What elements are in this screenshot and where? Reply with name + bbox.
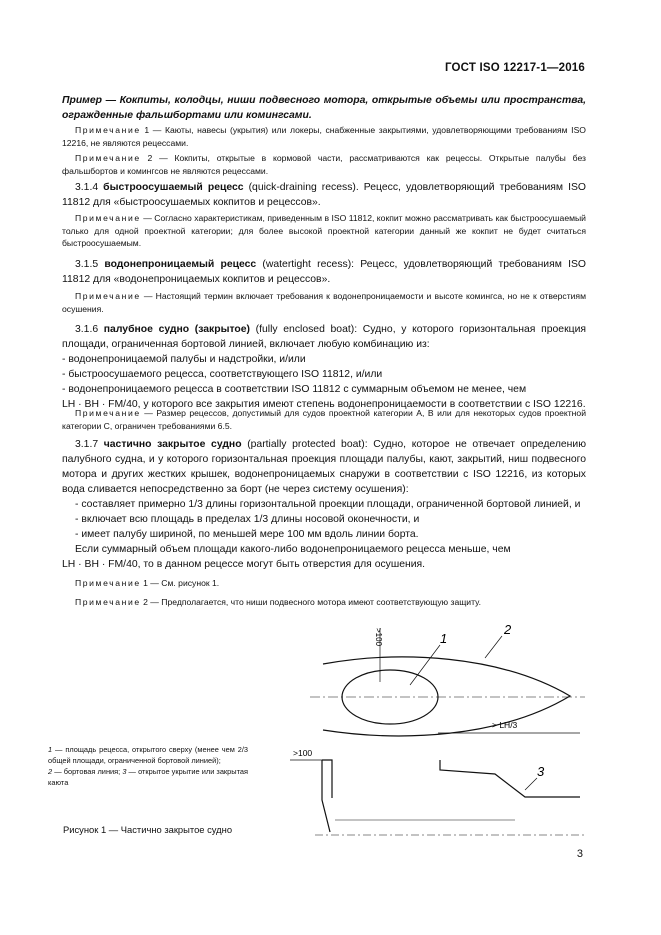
list-item: - водонепроницаемой палубы и надстройки, и/или bbox=[62, 354, 306, 365]
list-item: - составляет примерно 1/3 длины горизонтальной проекции площади, ограниченной бортовой линией, и bbox=[75, 499, 581, 510]
figure-label-1: 1 bbox=[440, 631, 448, 646]
legend-number: 2 bbox=[48, 767, 53, 776]
clause-number: 3.1.5 bbox=[75, 259, 105, 270]
page-number: 3 bbox=[576, 848, 583, 860]
dimension-side-label: >100 bbox=[293, 748, 313, 758]
note-text: 2 — Предполагается, что ниши подвесного мотора имеют соответствующую защиту. bbox=[140, 597, 481, 607]
clause-number: 3.1.4 bbox=[75, 182, 104, 193]
note-label: Примечание bbox=[75, 408, 141, 418]
formula-line: LH · BH · FM/40, то в данном рецессе могут быть отверстия для осушения. bbox=[62, 559, 426, 570]
clause-text: (fully enclosed boat): Судно, у которого горизонтальная проекция площади, ограниченная бортовой линией, включает любую комбинацию из: bbox=[62, 324, 586, 350]
note-text: — Настоящий термин включает требования к водонепроницаемости и высоте комингса, но не к отверстиям осушения. bbox=[62, 291, 586, 314]
clause-text: (watertight recess): Рецесс, удовлетворяющий требованиям ISO 11812 для «водонепроницаемых кокпитов и рецессов». bbox=[62, 259, 586, 285]
hull-section-step bbox=[322, 760, 332, 798]
list-item: - быстроосушаемого рецесса, соответствующего ISO 11812, и/или bbox=[62, 369, 383, 380]
note-label: Примечание bbox=[75, 578, 141, 588]
note-label: Примечание bbox=[75, 291, 141, 301]
example-definition: Пример — Кокпиты, колодцы, ниши подвесного мотора, открытые объемы или пространства, огражденные фальшбортами или комингсами. bbox=[62, 95, 586, 121]
clause-text: (partially protected boat): Судно, которое не отвечает определению палубного судна, и у которого горизонтальная проекция площади палубы, кают, закрытий, ниш подвесного мотора и других жестких крышек, водонепроницаемых снаружи в соответствии с ISO 12216, из которых вода сливается непосредственно за борт (не через систему осушения): bbox=[62, 439, 587, 495]
figure-label-2: 2 bbox=[504, 622, 512, 637]
clause-term: палубное судно (закрытое) bbox=[103, 324, 250, 335]
note-text: — Размер рецессов, допустимый для судов проектной категории A, B или для некоторых судов проектной категории C, ограничен требованиями 6.5. bbox=[62, 408, 586, 431]
figure-caption: Рисунок 1 — Частично закрытое судно bbox=[63, 824, 233, 835]
note-text: — Согласно характеристикам, приведенным в ISO 11812, кокпит можно рассматривать как быстроосушаемый только для одной проектной категории; для более высокой проектной категории данный же кокпит не будет считаться быстроосушаемым. bbox=[62, 213, 586, 248]
list-item: - включает всю площадь в пределах 1/3 длины носовой оконечности, и bbox=[75, 514, 420, 525]
document-header: ГОСТ ISO 12217-1—2016 bbox=[444, 62, 585, 74]
legend-text: площадь рецесса, открытого сверху (менее чем 2/3 общей площади, ограниченной бортовой линией); bbox=[48, 745, 249, 765]
clause-term: частично закрытое судно bbox=[103, 439, 242, 450]
note-text: 1 — Каюты, навесы (укрытия) или локеры, снабженные закрытиями, удовлетворяющими требованиям ISO 12216, не являются рецессами. bbox=[62, 125, 586, 148]
cabin-outline bbox=[440, 760, 580, 797]
formula-line: LH · BH · FM/40, у которого все закрытия имеют степень водонепроницаемости в соответствии с ISO 12216. bbox=[62, 399, 586, 410]
clause-number: 3.1.6 bbox=[75, 324, 104, 335]
figure-legend bbox=[48, 744, 248, 788]
clause-term: водонепроницаемый рецесс bbox=[104, 259, 257, 270]
legend-item: 2 — бортовая линия; 3 — открытое укрытие или закрытая каюта bbox=[48, 767, 249, 787]
note-label: Примечание bbox=[75, 153, 141, 163]
legend-text: бортовая линия; bbox=[63, 767, 121, 776]
hull-outline bbox=[323, 657, 570, 736]
legend-number: 1 bbox=[48, 745, 53, 754]
legend-number: 3 bbox=[122, 767, 127, 776]
note-text: 1 — См. рисунок 1. bbox=[140, 578, 220, 588]
note-label: Примечание bbox=[75, 213, 141, 223]
leader-2 bbox=[485, 636, 502, 658]
dimension-top-label: >100 bbox=[374, 628, 383, 647]
legend-item: 1 — площадь рецесса, открытого сверху (менее чем 2/3 общей площади, ограниченной бортовой линией); bbox=[48, 745, 249, 765]
clause-number: 3.1.7 bbox=[75, 439, 104, 450]
list-item: - водонепроницаемого рецесса в соответствии ISO 11812 с суммарным объемом не менее, чем bbox=[62, 384, 527, 395]
clause-term: быстроосушаемый рецесс bbox=[103, 182, 244, 193]
figure-label-3: 3 bbox=[537, 764, 545, 779]
note-label: Примечание bbox=[75, 597, 141, 607]
hull-section-left bbox=[322, 760, 330, 832]
dimension-length-label: > LH/3 bbox=[492, 720, 518, 730]
leader-3 bbox=[525, 778, 537, 790]
clause-text: (quick-draining recess). Рецесс, удовлетворяющий требованиям ISO 11812 для «быстроосушаемых кокпитов и рецессов». bbox=[62, 182, 587, 208]
legend-text: открытое укрытие или закрытая каюта bbox=[48, 767, 249, 787]
note-label: Примечание bbox=[75, 125, 141, 135]
condition-text: Если суммарный объем площади какого-либо водонепроницаемого рецесса меньше, чем bbox=[75, 544, 511, 555]
list-item: - имеет палубу шириной, по меньшей мере 100 мм вдоль линии борта. bbox=[75, 529, 419, 540]
note-text: 2 — Кокпиты, открытые в кормовой части, рассматриваются как рецессы. Открытые палубы без фальшбортов и комингсов не являются рецессами. bbox=[62, 153, 586, 176]
